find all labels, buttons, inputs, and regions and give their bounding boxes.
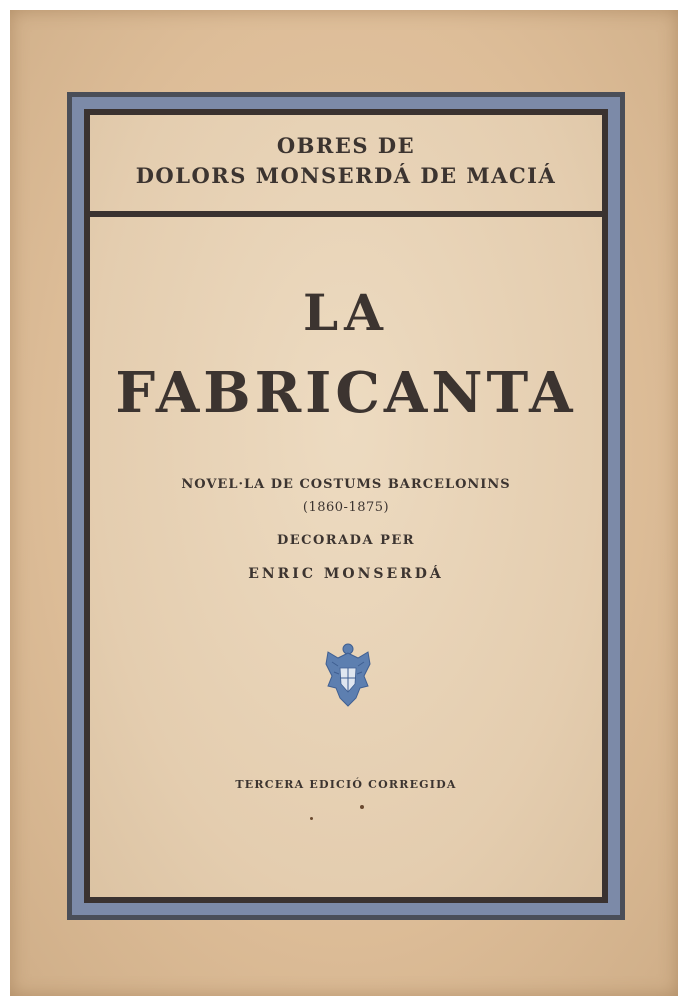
inner-panel xyxy=(84,109,608,903)
book-cover xyxy=(10,10,678,996)
blue-border-frame xyxy=(67,92,625,920)
author-line-2: DOLORS MONSERDÁ DE MACIÁ xyxy=(135,163,557,188)
author-header-box xyxy=(90,115,602,217)
eagle-crest-icon xyxy=(324,642,372,712)
illustrator-name: ENRIC MONSERDÁ xyxy=(248,566,444,582)
subtitle-genre: NOVEL·LA DE COSTUMS BARCELONINS xyxy=(181,477,511,492)
subtitle-decorated-by: DECORADA PER xyxy=(276,533,416,548)
paper-spot xyxy=(360,805,364,809)
subtitle-years: (1860-1875) xyxy=(302,500,390,515)
author-line-1: OBRES DE xyxy=(276,133,416,158)
book-title: FABRICANTA xyxy=(115,360,577,426)
edition-note: TERCERA EDICIÓ CORREGIDA xyxy=(235,778,457,791)
paper-spot xyxy=(310,817,313,820)
title-article: LA xyxy=(303,283,389,342)
